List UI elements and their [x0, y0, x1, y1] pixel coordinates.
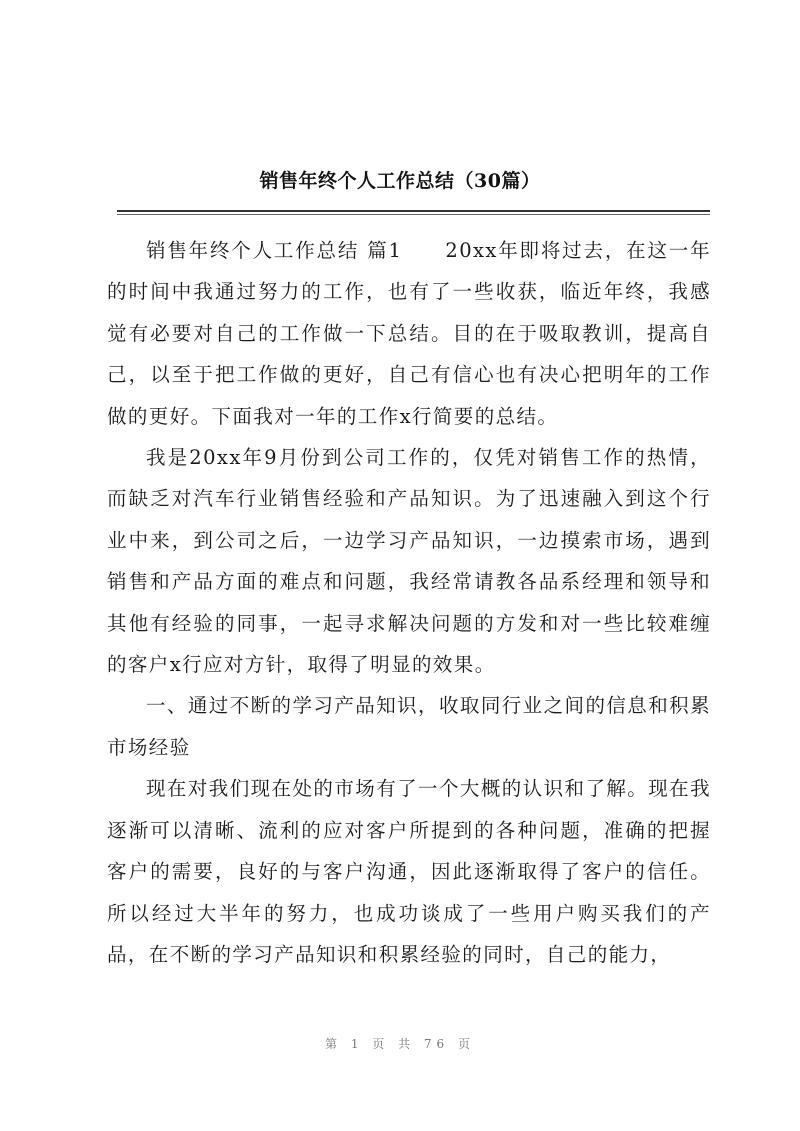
section-heading-1: 一、通过不断的学习产品知识，收取同行业之间的信息和积累市场经验 — [107, 694, 711, 759]
paragraph-background: 我是20xx年9月份到公司工作的，仅凭对销售工作的热情，而缺乏对汽车行业销售经验和产品知识。为了迅速融入到这个行业中来，到公司之后，一边学习产品知识，一边摸索市场，遇到销售和产品方面的难点和问题，我经常请教各品系经理和领导和其他有经验的同事，一起寻求解决问题的方发和对一些比较难缠的客户x行应对方针，取得了明显的效果。 — [107, 446, 711, 677]
title-divider-thick — [117, 210, 710, 212]
document-body — [107, 230, 711, 975]
paragraph-intro: 销售年终个人工作总结 篇1 20xx年即将过去，在这一年的时间中我通过努力的工作，也有了一些收获，临近年终，我感觉有必要对自己的工作做一下总结。目的在于吸取教训，提高自己，以至于把工作做的更好，自己有信心也有决心把明年的工作做的更好。下面我对一年的工作x行简要的总结。 — [107, 239, 711, 428]
title-divider-thin — [117, 214, 710, 215]
paragraph-market: 现在对我们现在处的市场有了一个大概的认识和了解。现在我逐渐可以清晰、流利的应对客户所提到的各种问题，准确的把握客户的需要，良好的与客户沟通，因此逐渐取得了客户的信任。所以经过大半年的努力，也成功谈成了一些用户购买我们的产品，在不断的学习产品知识和积累经验的同时，自己的能力， — [107, 777, 711, 966]
document-title: 销售年终个人工作总结（30篇） — [259, 170, 541, 192]
page-number-footer: 第 1 页 共 76 页 — [325, 1037, 475, 1051]
